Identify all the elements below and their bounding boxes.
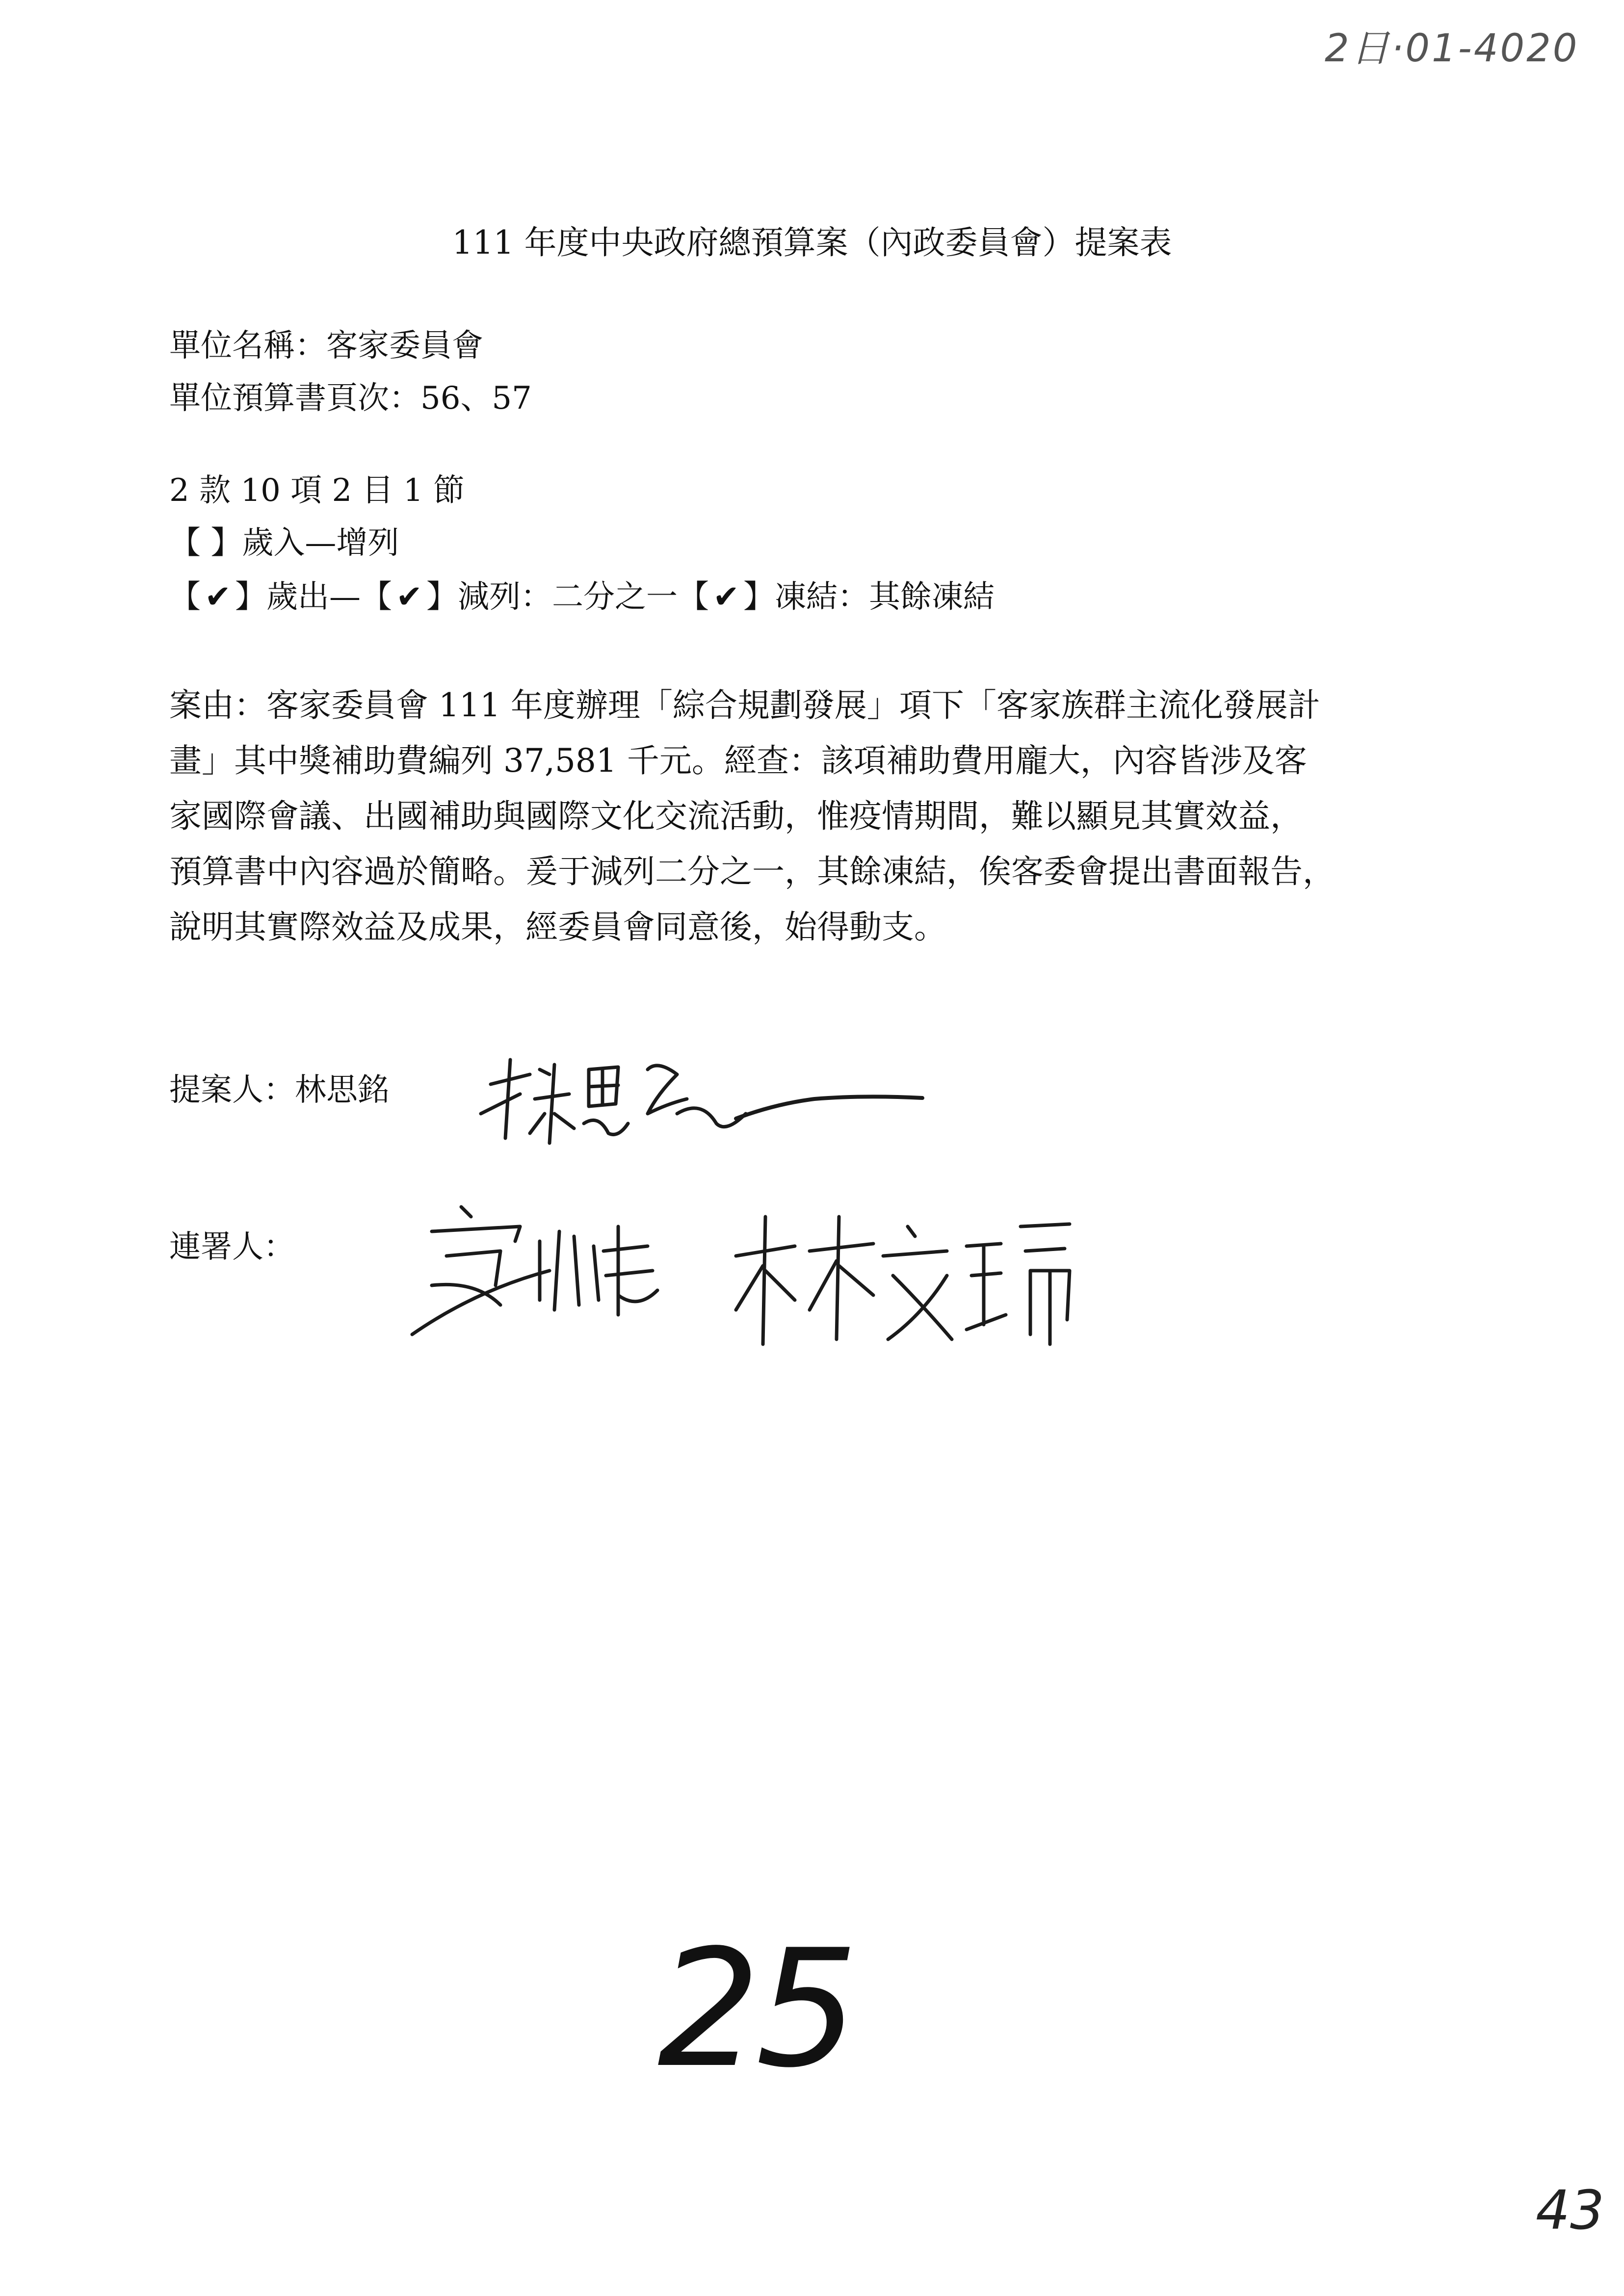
- unit-name: 客家委員會: [326, 328, 483, 364]
- unit-pages-label: 單位預算書頁次：: [169, 380, 420, 417]
- budget-section: 2 款 10 項 2 目 1 節: [169, 472, 465, 509]
- proposer-signature: [471, 1040, 942, 1158]
- reason-line: 案由：客家委員會 111 年度辦理「綜合規劃發展」項下「客家族群主流化發展計: [169, 686, 1320, 724]
- check-icon: ✔: [396, 579, 422, 615]
- check-icon: ✔: [713, 579, 739, 615]
- page-number: 25: [657, 1915, 854, 2103]
- bracket-open: 【: [361, 579, 392, 615]
- expenditure-label: 歲出—: [266, 579, 361, 615]
- expenditure-line: [169, 581, 995, 613]
- top-right-note: 2日·01-4020: [1325, 26, 1579, 71]
- bracket-close: 】: [743, 579, 775, 615]
- page-title: 111 年度中央政府總預算案（內政委員會）提案表: [452, 224, 1172, 261]
- bracket-close: 】: [426, 579, 458, 615]
- cosigner-signature: [402, 1187, 677, 1349]
- reason-line: 家國際會議、出國補助與國際文化交流活動，惟疫情期間，難以顯見其實效益，: [169, 797, 1303, 835]
- reduction-label: 減列：二分之一: [458, 579, 678, 615]
- reason-line: 畫」其中獎補助費編列 37,581 千元。經查：該項補助費用龐大，內容皆涉及客: [169, 742, 1307, 780]
- unit-pages-line: [169, 380, 532, 417]
- freeze-label: 凍結：其餘凍結: [775, 579, 995, 615]
- cosigner-label: 連署人：: [169, 1229, 295, 1265]
- reason-line: 預算書中內容過於簡略。爰于減列二分之一，其餘凍結，俟客委會提出書面報告，: [169, 853, 1335, 890]
- cosigner-signature: [726, 1197, 1079, 1359]
- reason-line: 說明其實際效益及成果，經委員會同意後，始得動支。: [169, 908, 946, 946]
- corner-number: 43: [1536, 2179, 1604, 2242]
- unit-name-label: 單位名稱：: [169, 328, 326, 364]
- check-icon: ✔: [205, 579, 231, 615]
- proposer-label: 提案人：: [169, 1072, 295, 1108]
- bracket-open: 【: [678, 579, 709, 615]
- proposer-name: 林思銘: [295, 1072, 389, 1108]
- revenue-line: 【 】歲入—增列: [169, 525, 399, 561]
- proposer-line: [169, 1074, 389, 1106]
- bracket-open: 【: [169, 579, 201, 615]
- unit-pages: 56、57: [420, 380, 532, 417]
- unit-name-line: [169, 330, 483, 362]
- bracket-close: 】: [235, 579, 266, 615]
